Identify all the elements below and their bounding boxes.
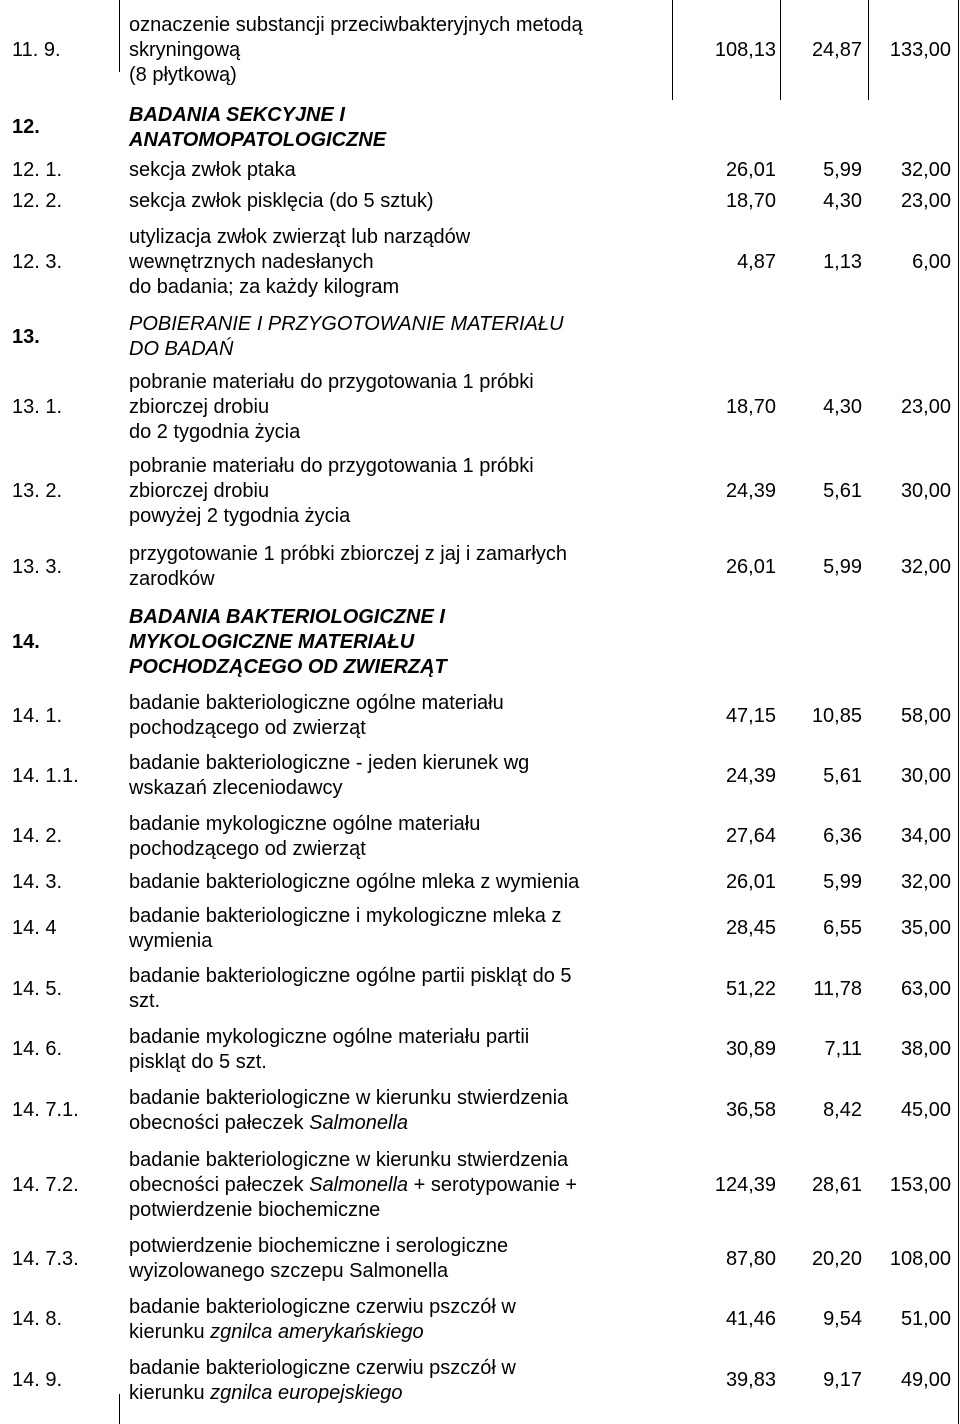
gross-price: 30,00 [900,764,951,787]
row-number: 13. [12,325,40,348]
row-number: 14. 4 [12,917,57,939]
table-row [0,867,958,898]
gross-price: 58,00 [900,704,951,727]
net-price: 26,01 [725,159,776,181]
row-number: 14. 2. [12,825,63,847]
row-number: 13. 2. [12,479,63,502]
row-number: 14. 7.1. [12,1099,79,1121]
row-description: przygotowanie 1 próbki zbiorczej z jaj i zamarłych zarodków [129,543,567,590]
net-price: 26,01 [725,555,776,578]
row-description: utylizacja zwłok zwierząt lub narządów wewnętrznych nadesłanych do badania; za każdy kilogram [129,225,471,298]
row-description: badanie bakteriologiczne i mykologiczne mleka z wymienia [129,904,562,952]
column-separator [780,0,781,100]
row-number: 14. 1.1. [12,764,79,787]
gross-price: 32,00 [900,159,951,181]
row-number: 14. 1. [12,704,63,727]
row-description: badanie mykologiczne ogólne materiału partii piskląt do 5 szt. [129,1025,530,1073]
row-number: 13. 1. [12,395,63,418]
net-price: 108,13 [714,38,776,61]
row-description: oznaczenie substancji przeciwbakteryjnych metodą skryningową (8 płytkową) [129,13,583,86]
row-description: sekcja zwłok ptaka [129,159,296,181]
row-description: badanie bakteriologiczne ogólne materiału pochodzącego od zwierząt [129,692,504,739]
vat-amount: 6,36 [823,825,862,847]
row-number: 14. 9. [12,1369,63,1391]
gross-price: 34,00 [900,825,951,847]
table-row [0,898,958,959]
row-description: badanie bakteriologiczne czerwiu pszczół w kierunku zgnilca europejskiego [129,1356,516,1404]
vat-amount: 4,30 [823,395,862,418]
net-price: 28,45 [725,917,776,939]
gross-price: 45,00 [900,1099,951,1121]
row-number: 12. 2. [12,190,63,212]
gross-price: 153,00 [889,1173,951,1196]
row-description: badanie bakteriologiczne ogólne partii piskląt do 5 szt. [129,965,572,1012]
vat-amount: 8,42 [823,1099,862,1121]
row-description: badanie bakteriologiczne - jeden kierunek wg wskazań zleceniodawcy [129,752,530,799]
gross-price: 63,00 [900,977,951,1000]
vat-amount: 5,99 [823,871,862,893]
net-price: 41,46 [725,1308,776,1330]
net-price: 39,83 [725,1369,776,1391]
row-number: 12. 1. [12,159,63,181]
row-number: 12. 3. [12,250,63,273]
net-price: 18,70 [725,190,776,212]
vat-amount: 24,87 [811,38,862,61]
table-row [0,447,958,535]
net-price: 87,80 [725,1247,776,1270]
row-number: 14. 7.3. [12,1247,79,1270]
gross-price: 35,00 [900,917,951,939]
gross-price: 49,00 [900,1369,951,1391]
gross-price: 133,00 [889,38,951,61]
row-number: 14. 8. [12,1308,63,1330]
gross-price: 23,00 [900,190,951,212]
vat-amount: 11,78 [813,977,862,1000]
vat-amount: 7,11 [824,1038,862,1060]
gross-price: 32,00 [900,871,951,893]
net-price: 24,39 [725,764,776,787]
row-number: 13. 3. [12,555,63,578]
net-price: 36,58 [725,1099,776,1121]
table-row [0,746,958,806]
section-header-row [0,599,958,686]
table-row [0,1080,958,1141]
net-price: 27,64 [725,825,776,847]
vat-amount: 6,55 [823,917,862,939]
table-row [0,806,958,867]
row-number: 14. 6. [12,1038,63,1060]
section-title: POBIERANIE I PRZYGOTOWANIE MATERIAŁU DO BADAŃ [129,313,564,360]
row-description: badanie bakteriologiczne ogólne mleka z wymienia [129,871,580,893]
row-description: badanie bakteriologiczne czerwiu pszczół w kierunku zgnilca amerykańskiego [129,1295,516,1343]
row-description: badanie mykologiczne ogólne materiału pochodzącego od zwierząt [129,812,481,860]
table-row [0,1141,958,1229]
vat-amount: 10,85 [811,704,862,727]
row-description: sekcja zwłok pisklęcia (do 5 sztuk) [129,190,434,212]
net-price: 47,15 [725,704,776,727]
table-row [0,186,958,217]
gross-price: 23,00 [900,395,951,418]
net-price: 24,39 [725,479,776,502]
table-row [0,959,958,1019]
column-separator [672,0,673,100]
section-header-row [0,100,958,155]
row-description: pobranie materiału do przygotowania 1 próbki zbiorczej drobiu do 2 tygodnia życia [129,370,534,443]
net-price: 51,22 [725,977,776,1000]
table-row [0,1229,958,1289]
row-number: 14. 3. [12,871,63,893]
net-price: 4,87 [737,250,776,273]
table-row [0,1019,958,1080]
table-row [0,1350,958,1411]
row-description: badanie bakteriologiczne w kierunku stwierdzenia obecności pałeczek Salmonella [129,1086,569,1134]
net-price: 18,70 [725,395,776,418]
gross-price: 6,00 [912,250,951,273]
vat-amount: 5,61 [823,764,862,787]
column-separator [119,0,120,72]
vat-amount: 5,99 [823,555,862,578]
section-title: BADANIA BAKTERIOLOGICZNE I MYKOLOGICZNE MATERIAŁU POCHODZĄCEGO OD ZWIERZĄT [129,606,447,678]
vat-amount: 9,17 [823,1369,862,1391]
gross-price: 30,00 [900,479,951,502]
row-number: 11. 9. [12,38,61,61]
row-number: 12. [12,116,40,138]
column-separator [958,0,959,1424]
table-row [0,0,958,100]
row-number: 14. 7.2. [12,1173,79,1196]
table-row [0,217,958,307]
net-price: 26,01 [725,871,776,893]
vat-amount: 28,61 [811,1173,862,1196]
vat-amount: 5,61 [823,479,862,502]
row-number: 14. [12,631,40,653]
net-price: 30,89 [725,1038,776,1060]
table-row [0,155,958,186]
gross-price: 32,00 [900,555,951,578]
vat-amount: 20,20 [811,1247,862,1270]
table-row [0,367,958,447]
vat-amount: 1,13 [823,250,862,273]
gross-price: 108,00 [889,1247,951,1270]
table-row [0,686,958,746]
row-description: pobranie materiału do przygotowania 1 próbki zbiorczej drobiu powyżej 2 tygodnia życia [129,454,534,527]
row-description: badanie bakteriologiczne w kierunku stwierdzenia obecności pałeczek Salmonella + serotypowanie + potwierdzenie biochemiczne [129,1148,578,1221]
column-separator [868,0,869,100]
section-header-row [0,307,958,367]
column-separator [119,1394,120,1424]
vat-amount: 5,99 [823,159,862,181]
row-description: potwierdzenie biochemiczne i serologiczne wyizolowanego szczepu Salmonella [129,1235,509,1282]
gross-price: 38,00 [900,1038,951,1060]
vat-amount: 9,54 [823,1308,862,1330]
gross-price: 51,00 [900,1308,951,1330]
table-row [0,1289,958,1350]
row-number: 14. 5. [12,977,63,1000]
vat-amount: 4,30 [823,190,862,212]
table-row [0,535,958,599]
section-title: BADANIA SEKCYJNE I ANATOMOPATOLOGICZNE [129,103,387,151]
net-price: 124,39 [714,1173,776,1196]
